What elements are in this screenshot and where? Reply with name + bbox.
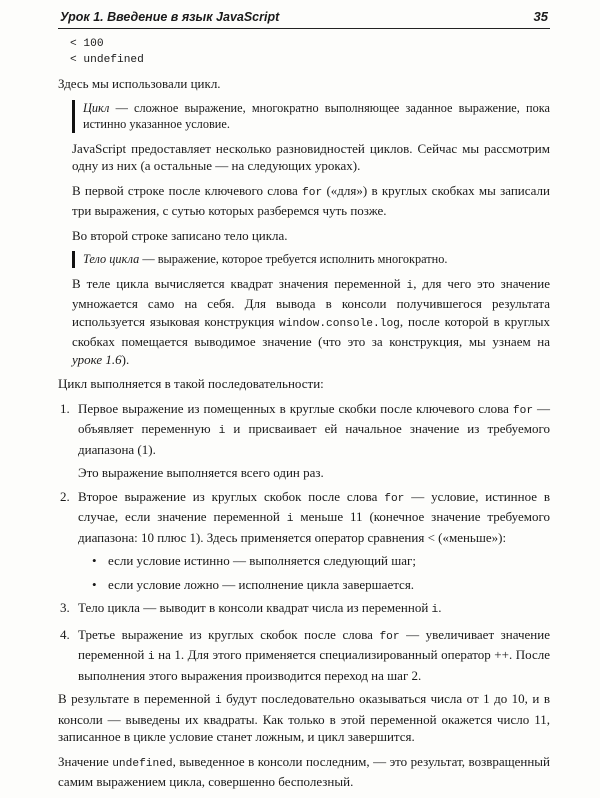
definition-cycle <box>72 100 550 133</box>
definition-text: — выражение, которое требуется исполнить многократно. <box>139 252 448 266</box>
definition-term: Цикл <box>83 100 110 115</box>
inline-code: undefined <box>112 757 173 770</box>
console-line: < 100 <box>70 38 104 50</box>
bullet-icon: • <box>92 576 97 592</box>
inline-code: i <box>406 279 414 292</box>
list-item: 2. Второе выражение из круглых скобок после слова for — условие, истинное в случае, если значение переменной i меньше 11 (конечное значение требуемого диапазона: 10 плюс 1). Здесь применяется оператор сравнения < («меньше»): • если условие истинно — выполняется следующий шаг; • если условие ложно — исполнение цикла завершается. <box>60 488 550 592</box>
definition-term: Тело цикла <box>83 252 140 266</box>
paragraph: Цикл выполняется в такой последовательности: <box>58 376 324 391</box>
paragraph: Значение undefined, выведенное в консоли последним, — это результат, возвращенный самим выражением цикла, совершенно бесполезный. <box>58 753 550 789</box>
paragraph: В результате в переменной i будут последовательно оказываться числа от 1 до 10, и в консоли — выведены их квадраты. Как только в этой переменной окажется число 11, записанное в цикле условие станет ложным, и цикл завершится. <box>58 691 550 744</box>
chapter-title: Урок 1. Введение в язык JavaScript <box>60 10 280 24</box>
lesson-reference: уроке 1.6 <box>72 351 122 367</box>
inline-code: i <box>214 695 222 707</box>
inline-code: for <box>302 186 323 199</box>
list-item: 4. Третье выражение из круглых скобок после слова for — увеличивает значение переменной i на 1. Для этого применяется специализированный оператор ++. После выполнения этого выражения производится переход на шаг 2. <box>60 626 550 683</box>
list-number: 3. <box>60 600 70 615</box>
paragraph: Во второй строке записано тело цикла. <box>72 227 288 243</box>
paragraph: В первой строке после ключевого слова for («для») в круглых скобках мы записали три выражения, с сутью которых разберемся чуть позже. <box>72 182 550 218</box>
inline-code: i <box>147 651 155 663</box>
inline-code: i <box>431 604 439 616</box>
list-number: 1. <box>60 400 70 416</box>
page-content <box>58 36 550 798</box>
list-item: 3. Тело цикла — выводит в консоли квадрат числа из переменной i. <box>60 600 442 616</box>
list-number: 2. <box>60 488 70 504</box>
inline-code: i <box>218 425 226 437</box>
bullet-item: • если условие истинно — выполняется следующий шаг; <box>92 553 416 568</box>
bullet-icon: • <box>92 553 97 568</box>
paragraph: Здесь мы использовали цикл. <box>58 76 221 91</box>
list-item: 1. Первое выражение из помещенных в круглые скобки после ключевого слова for — объявляет переменную i и присваивает ей начальное значение из требуемого диапазона (1). Это выражение выполняется всего один раз. <box>60 400 551 480</box>
console-output <box>70 36 550 68</box>
definition-text: — сложное выражение, многократно выполняющее заданное выражение, пока истинно указанное условие. <box>83 100 550 131</box>
inline-code: i <box>286 513 294 525</box>
inline-code: for <box>384 492 405 505</box>
running-header <box>58 6 550 29</box>
definition-body <box>72 251 550 268</box>
list-item-note: Это выражение выполняется всего один раз. <box>78 465 324 480</box>
bullet-item: • если условие ложно — исполнение цикла завершается. <box>92 576 415 592</box>
inline-code: for <box>512 404 534 417</box>
list-number: 4. <box>60 626 70 642</box>
page-number: 35 <box>533 9 548 24</box>
console-line: < undefined <box>70 54 144 66</box>
paragraph: JavaScript предоставляет несколько разновидностей циклов. Сейчас мы рассмотрим одну из них (а остальные — на следующих уроках). <box>72 140 550 173</box>
inline-code: window.console.log <box>279 317 400 330</box>
inline-code: for <box>379 630 400 643</box>
paragraph: В теле цикла вычисляется квадрат значения переменной i, для чего это значение умножается само на себя. Для вывода в консоли получившегося результата используется языковая конструкция window.console.log, после которой в круглых скобках помещается выводимое значение (что это за конструкция, мы узнаем на уроке 1.6). <box>72 275 550 367</box>
